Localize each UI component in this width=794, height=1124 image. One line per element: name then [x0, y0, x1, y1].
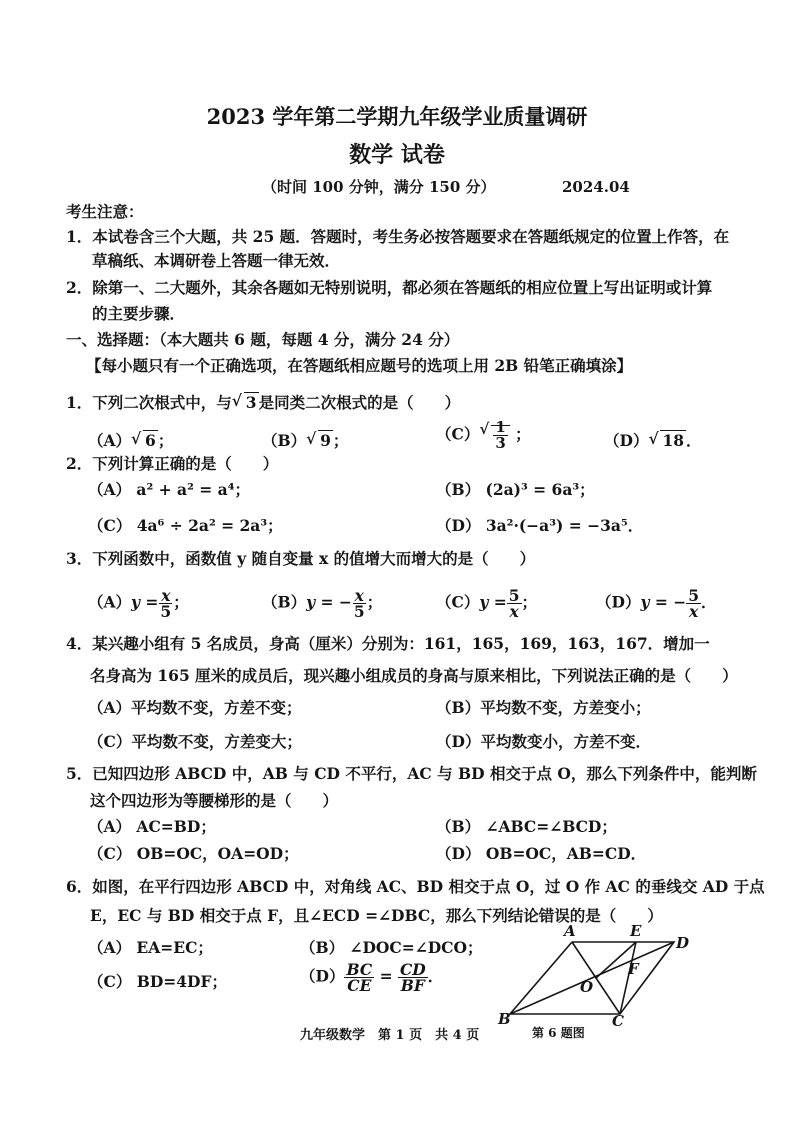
q2-option-d: （D） 3a²·(−a³) = −3a⁵． — [436, 516, 644, 535]
notice-heading: 考生注意： — [66, 202, 144, 221]
q5-option-d: （D） OB=OC，AB=CD． — [436, 844, 647, 863]
time-note: （时间 100 分钟，满分 150 分） — [262, 178, 496, 196]
q1-stem-radical: √ 3 — [232, 392, 259, 414]
q3-option-b: （B）y = − $\frac{x}{5}$ ； — [262, 586, 383, 621]
q1-b-radical: √ 9 — [306, 430, 333, 452]
q6-stem-b: E，EC 与 BD 相交于点 F，且∠ECD =∠DBC，那么下列结论错误的是（ ） — [90, 906, 663, 925]
q3-stem: 3．下列函数中，函数值 y 随自变量 x 的值增大而增大的是（ ） — [66, 549, 536, 568]
label-b: B — [498, 1010, 511, 1026]
label-a: A — [564, 922, 576, 940]
q4-stem-b: 名身高为 165 厘米的成员后，现兴趣小组成员的身高与原来相比，下列说法正确的是（ ） — [90, 666, 738, 685]
q6-option-a: （A） EA=EC； — [88, 938, 213, 957]
figure-caption: 第 6 题图 — [532, 1026, 585, 1040]
label-d: D — [676, 934, 690, 952]
q4-option-c: （C）平均数不变，方差变大； — [88, 732, 302, 751]
q6-figure — [496, 922, 706, 1026]
page-subtitle: 数学 试卷 — [349, 142, 445, 168]
label-f: F — [628, 960, 639, 978]
q4-option-d: （D）平均数变小，方差不变． — [436, 732, 651, 751]
notice-item-2a: 2．除第一、二大题外，其余各题如无特别说明，都必须在答题纸的相应位置上写出证明或计算 — [66, 278, 713, 297]
label-c: C — [612, 1012, 624, 1026]
q1-stem — [66, 392, 460, 414]
q6-stem-a: 6．如图，在平行四边形 ABCD 中，对角线 AC、BD 相交于点 O，过 O 作 AC 的垂线交 AD 于点 — [66, 877, 765, 896]
notice-item-1a: 1．本试卷含三个大题，共 25 题．答题时，考生务必按答题要求在答题纸规定的位置上作答，在 — [66, 227, 730, 246]
notice-item-1b: 草稿纸、本调研卷上答题一律无效． — [92, 251, 341, 270]
notice-item-2b: 的主要步骤． — [92, 304, 186, 323]
q4-stem-a: 4．某兴趣小组有 5 名成员，身高（厘米）分别为：161，165，169，163，167．增加一 — [66, 634, 710, 653]
q3-option-a: （A）y = $\frac{x}{5}$ ； — [88, 586, 189, 621]
q5-option-c: （C） OB=OC，OA=OD； — [88, 844, 299, 863]
label-o: O — [580, 978, 594, 996]
q5-option-a: （A） AC=BD； — [88, 817, 216, 836]
page-title: 2023 学年第二学期九年级学业质量调研 — [206, 104, 588, 129]
q1-option-d: （D）√ 18 ． — [604, 430, 702, 452]
section-instruction: 【每小题只有一个正确选项，在答题纸相应题号的选项上用 2B 铅笔正确填涂】 — [86, 356, 633, 375]
q3-option-c: （C）y = $\frac{5}{x}$ ； — [436, 586, 538, 621]
q1-c-radical: √ $\frac{1}{3}$ — [479, 420, 509, 451]
q6-option-c: （C） BD=4DF； — [88, 972, 227, 991]
q3-option-d: （D）y = − $\frac{5}{x}$ ． — [596, 586, 717, 621]
q5-stem-a: 5．已知四边形 ABCD 中，AB 与 CD 不平行，AC 与 BD 相交于点 O，那么下列条件中，能判断 — [66, 764, 757, 783]
q5-stem-b: 这个四边形为等腰梯形的是（ ） — [90, 791, 339, 810]
q1-a-radical: √ 6 — [131, 430, 158, 452]
q1-option-a: （A）√ 6 ； — [88, 430, 173, 452]
q4-option-a: （A）平均数不变，方差不变； — [88, 698, 302, 717]
q1-d-radical: √ 18 — [648, 430, 686, 452]
exam-date: 2024.04 — [562, 178, 630, 196]
page-footer: 九年级数学 第 1 页 共 4 页 — [300, 1028, 480, 1043]
q1-option-b: （B）√ 9 ； — [262, 430, 348, 452]
q5-option-b: （B） ∠ABC=∠BCD； — [436, 817, 617, 836]
q2-stem: 2．下列计算正确的是（ ） — [66, 454, 279, 473]
q6-option-d: （D） $\frac{BC}{CE}$ = $\frac{CD}{BF}$ ． — [300, 960, 444, 995]
q1-option-c: （C） √ $\frac{1}{3}$ ； — [436, 420, 531, 451]
q1-stem-b: 是同类二次根式的是（ ） — [258, 393, 461, 412]
q2-option-a: （A） a² + a² = a⁴； — [88, 480, 250, 499]
q6-option-b: （B） ∠DOC=∠DCO； — [300, 938, 483, 957]
q2-option-b: （B） (2a)³ = 6a³； — [436, 480, 595, 499]
q4-option-b: （B）平均数不变，方差变小； — [436, 698, 651, 717]
q2-option-c: （C） 4a⁶ ÷ 2a² = 2a³； — [88, 516, 283, 535]
label-e: E — [630, 922, 642, 940]
section-heading: 一、选择题：（本大题共 6 题，每题 4 分，满分 24 分） — [66, 330, 460, 349]
q1-stem-a: 1．下列二次根式中，与 — [66, 393, 232, 412]
